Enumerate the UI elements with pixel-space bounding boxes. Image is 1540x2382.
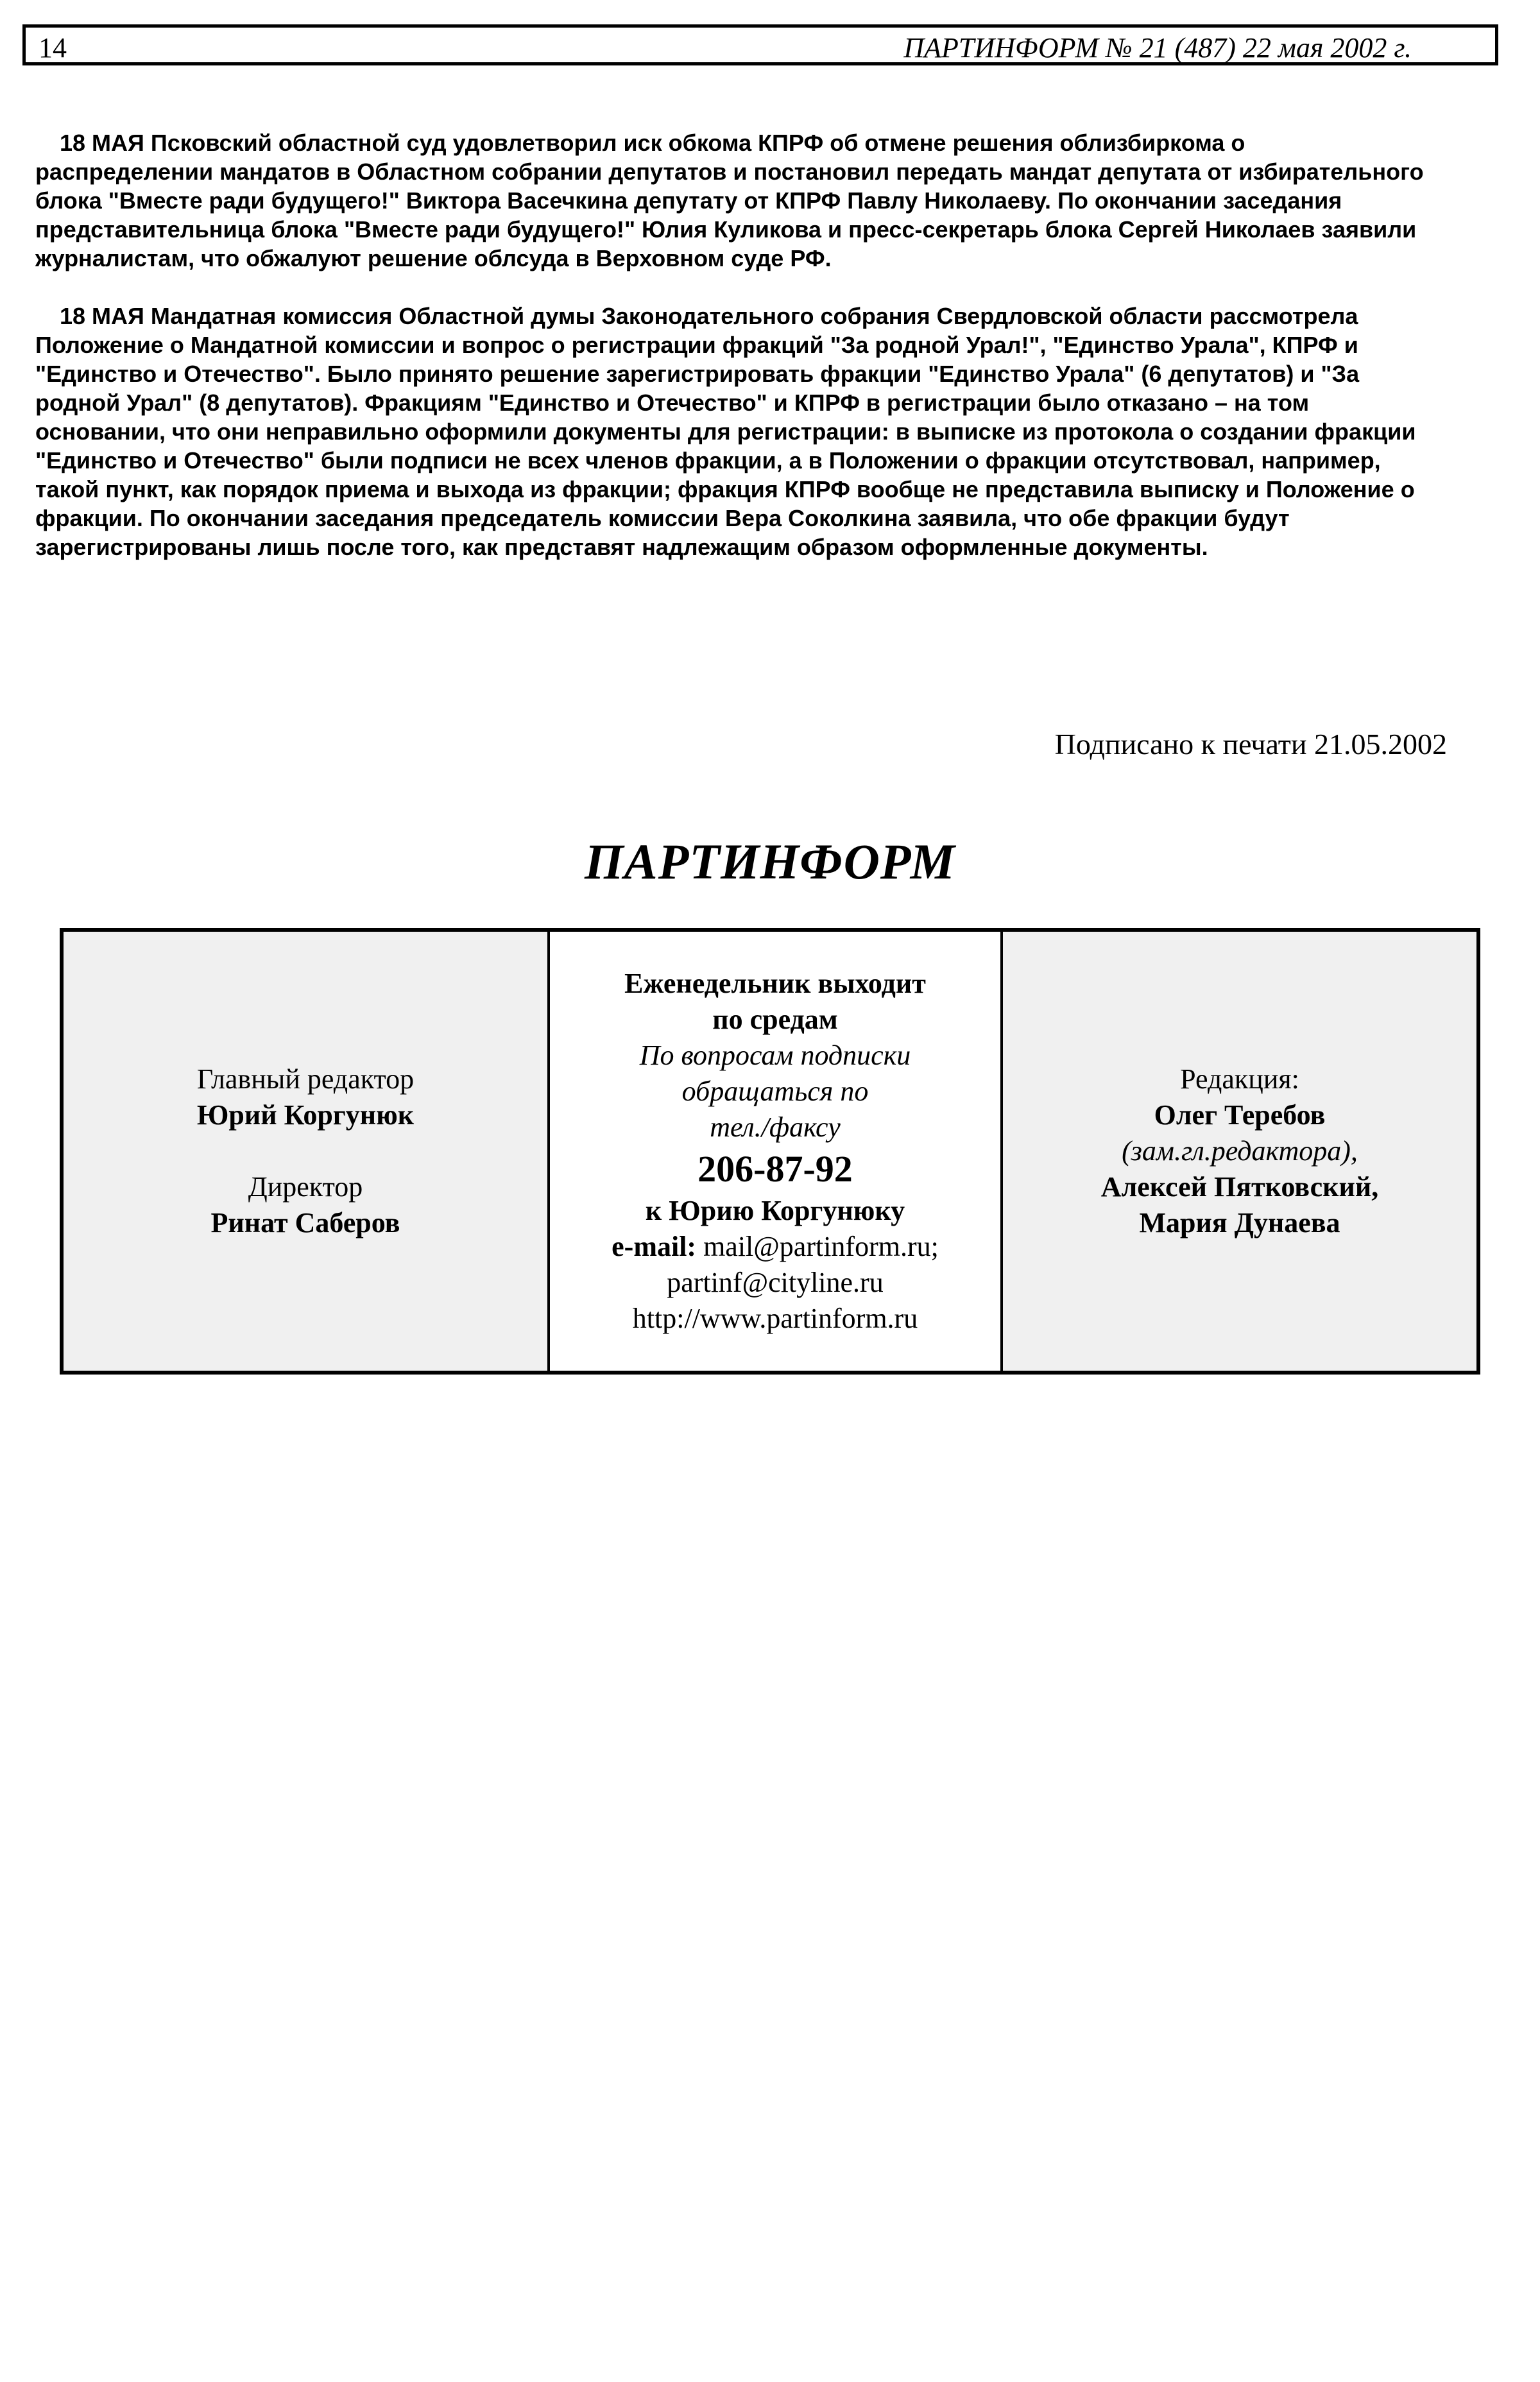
subscription-note-line1: По вопросам подписки [639, 1040, 911, 1071]
contacts-cell [550, 932, 1003, 1371]
chief-editor-label: Главный редактор [196, 1063, 415, 1095]
news-line: журналистам, что обжалуют решение облсуда в Верховном суде РФ. [35, 245, 832, 271]
news-line: "Единство и Отечество" были подписи не всех членов фракции, а в Положении о фракции отсутствовал, например, [35, 447, 1381, 474]
news-line: основании, что они неправильно оформили документы для регистрации: в выписке из протокола о создании фракции [35, 418, 1416, 445]
director-name: Ринат Саберов [210, 1207, 400, 1238]
news-line: блока "Вместе ради будущего!" Виктора Васечкина депутату от КПРФ Павлу Николаеву. По окончании заседания [35, 187, 1342, 214]
chief-editor-name: Юрий Коргунюк [196, 1099, 415, 1131]
masthead-info-table [60, 928, 1480, 1375]
email-line [612, 1229, 939, 1265]
news-line: распределении мандатов в Областном собрании депутатов и постановил передать мандат депутата от избирательного [35, 159, 1424, 185]
email-address-1[interactable]: mail@partinform.ru; [703, 1231, 939, 1262]
publication-schedule-line2: по средам [712, 1004, 838, 1035]
editor-name-1: Олег Теребов [1154, 1099, 1326, 1131]
news-line: 18 МАЯ Псковский областной суд удовлетворил иск обкома КПРФ об отмене решения облизбиркома о [60, 130, 1245, 156]
signed-to-print-note: Подписано к печати 21.05.2002 [1054, 728, 1447, 760]
news-line: "Единство и Отечество". Было принято решение зарегистрировать фракции "Единство Урала" (6 депутатов) и "За [35, 361, 1360, 387]
news-line: представительница блока "Вместе ради будущего!" Юлия Куликова и пресс-секретарь блока Сергей Николаев заявили [35, 216, 1417, 243]
editorial-staff-cell [1003, 932, 1476, 1371]
page-number: 14 [38, 32, 67, 64]
director-label: Директор [248, 1171, 363, 1203]
issue-line: ПАРТИНФОРМ № 21 (487) 22 мая 2002 г. [903, 32, 1412, 64]
news-item-pskov [35, 128, 1495, 273]
subscription-note-line2: обращаться по [681, 1075, 869, 1107]
news-line: родной Урал" (8 депутатов). Фракциям "Единство и Отечество" и КПРФ в регистрации было отказано – на том [35, 390, 1310, 416]
subscription-note-line3: тел./факсу [710, 1111, 841, 1143]
news-line: фракции. По окончании заседания председатель комиссии Вера Соколкина заявила, что обе фракции будут [35, 505, 1290, 531]
phone-number: 206-87-92 [697, 1148, 853, 1190]
news-item-sverdlovsk [35, 302, 1495, 561]
news-line: Положение о Мандатной комиссии и вопрос о регистрации фракций "За родной Урал!", "Единство Урала", КПРФ и [35, 332, 1358, 358]
news-line: зарегистрированы лишь после того, как представят надлежащим образом оформленные документы. [35, 534, 1208, 560]
news-line: 18 МАЯ Мандатная комиссия Областной думы Законодательного собрания Свердловской области рассмотрела [60, 303, 1358, 329]
masthead-title: ПАРТИНФОРМ [585, 834, 955, 889]
news-line: такой пункт, как порядок приема и выхода из фракции; фракция КПРФ вообще не представила выписку и Положение о [35, 476, 1415, 502]
editorial-label: Редакция: [1180, 1063, 1299, 1095]
publication-schedule-line1: Еженедельник выходит [624, 968, 926, 999]
editors-cell [64, 932, 550, 1371]
contact-person: к Юрию Коргунюку [645, 1195, 905, 1226]
website-link[interactable]: http://www.partinform.ru [632, 1303, 918, 1334]
email-label: e-mail: [612, 1231, 697, 1262]
page-header [22, 24, 1498, 65]
editor-role-1: (зам.гл.редактора), [1122, 1135, 1358, 1167]
editor-name-2: Алексей Пятковский, [1100, 1171, 1379, 1203]
email-address-2[interactable]: partinf@cityline.ru [667, 1267, 884, 1298]
editor-name-3: Мария Дунаева [1139, 1207, 1340, 1238]
